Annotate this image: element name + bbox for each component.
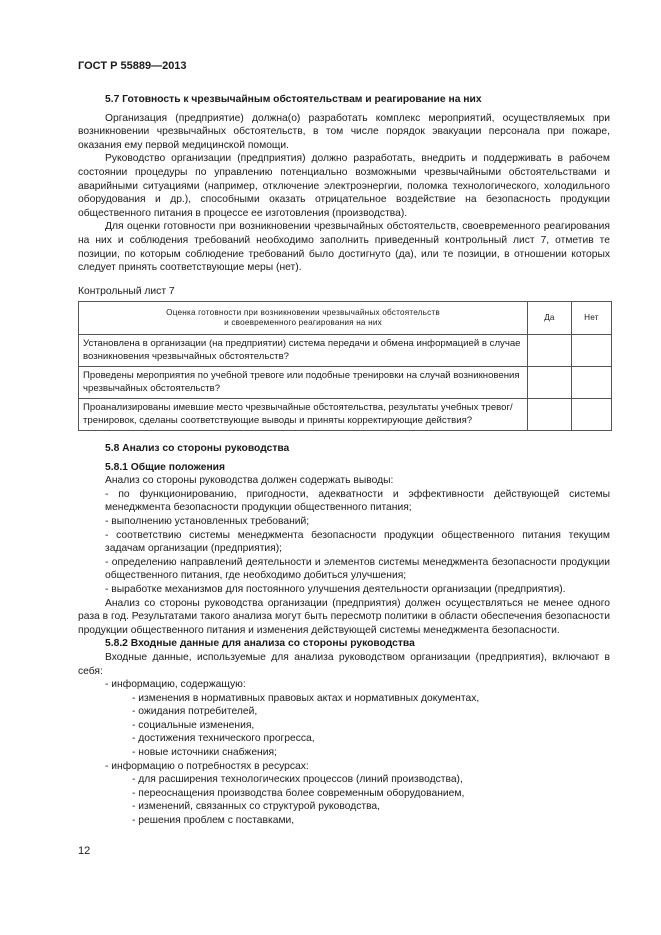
checklist-header-no: Нет <box>571 302 611 335</box>
sub-list-item: - социальные изменения, <box>132 719 255 731</box>
section-5-7 <box>78 93 610 431</box>
section-heading: 5.7 Готовность к чрезвычайным обстоятельствам и реагирование на них <box>105 94 482 105</box>
paragraph: Анализ со стороны руководства организации (предприятия) должен осуществляться не менее одного раза в год. Результатами такого анализа могут быть пересмотр политики в области обеспечения безопасности продукции общественного питания и изменения действующей системы менеджмента безопасности. <box>78 597 610 636</box>
list-item: - информацию, содержащую: <box>105 679 246 691</box>
section-heading: 5.8 Анализ со стороны руководства <box>105 443 290 454</box>
checklist-question: Установлена в организации (на предприятии) система передачи и обмена информацией в случае возникновения чрезвычайных обстоятельств? <box>79 335 528 367</box>
list-item: - определению направлений деятельности и элементов системы менеджмента безопасности продукции общественного питания, где необходимо добиться улучшения; <box>105 556 610 582</box>
checklist-caption: Контрольный лист 7 <box>78 285 175 297</box>
sub-list-item: - изменения в нормативных правовых актах и нормативных документах, <box>132 692 480 704</box>
list-item: - соответствию системы менеджмента безопасности продукции общественного питания текущим задачам организации (предприятия); <box>105 529 610 555</box>
checklist-row <box>79 399 612 431</box>
sub-list-item: - достижения технического прогресса, <box>132 733 315 745</box>
list-item: - по функционированию, пригодности, адекватности и эффективности действующей системы менеджмента безопасности продукции общественного питания; <box>105 488 610 514</box>
list-item: - выполнению установленных требований; <box>105 515 310 527</box>
checklist-header-row <box>79 302 612 335</box>
sub-list-item: - ожидания потребителей, <box>132 706 258 718</box>
paragraph: Для оценки готовности при возникновении чрезвычайных обстоятельств, своевременного реагирования на них и соблюдения требований необходимо заполнить приведенный контрольный лист 7, отметив те позиции, по которым соблюдение требований было достигнуто (да), или те позиции, в отношении которых следует принять соответствующие меры (нет). <box>78 221 610 274</box>
paragraph: Входные данные, используемые для анализа руководством организации (предприятия), включают в себя: <box>78 651 610 677</box>
checklist-row <box>79 367 612 399</box>
paragraph: Руководство организации (предприятия) должно разработать, внедрить и поддерживать в рабочем состоянии процедуры по управлению потенциально возможными чрезвычайными обстоятельствами и аварийными ситуациями (например, отключение электроэнергии, поломка технологического, холодильного оборудования и др.), способными оказать отрицательное воздействие на безопасность продукции общественного питания в процессе ее изготовления (производства). <box>78 153 610 219</box>
list-item: - выработке механизмов для постоянного улучшения деятельности организации (предприятия). <box>105 583 566 595</box>
paragraph: Анализ со стороны руководства должен содержать выводы: <box>105 475 394 487</box>
sub-list-item: - решения проблем с поставками, <box>132 815 295 827</box>
list-item: - информацию о потребностях в ресурсах: <box>105 760 309 772</box>
checklist-row <box>79 335 612 367</box>
checklist-no-cell[interactable] <box>571 367 611 399</box>
subsection-heading: 5.8.1 Общие положения <box>105 461 225 473</box>
checklist-question: Проанализированы имевшие место чрезвычайные обстоятельства, результаты учебных тревог/тренировок, сделаны соответствующие выводы и приняты корректирующие действия? <box>79 399 528 431</box>
page-number: 12 <box>78 845 91 857</box>
checklist-yes-cell[interactable] <box>528 367 572 399</box>
document-header: ГОСТ Р 55889—2013 <box>78 60 187 72</box>
paragraph: Организация (предприятие) должна(о) разработать комплекс мероприятий, осуществляемых при возникновении чрезвычайных обстоятельств, в том числе порядок эвакуации персонала при пожаре, оказания ему первой медицинской помощи. <box>78 112 610 151</box>
checklist-yes-cell[interactable] <box>528 399 572 431</box>
sub-list-item: - новые источники снабжения; <box>132 747 277 759</box>
section-5-8 <box>78 442 610 828</box>
header-line: и своевременного реагирования на них <box>224 318 382 328</box>
sub-list-item: - переоснащения производства более современным оборудованием, <box>132 787 465 799</box>
sub-list-item: - изменений, связанных со структурой руководства, <box>132 801 381 813</box>
checklist-header-yes: Да <box>528 302 572 335</box>
sub-list-item: - для расширения технологических процессов (линий производства), <box>132 774 463 786</box>
checklist-question: Проведены мероприятия по учебной тревоге или подобные тренировки на случай возникновения чрезвычайных обстоятельств? <box>79 367 528 399</box>
checklist-no-cell[interactable] <box>571 335 611 367</box>
checklist-yes-cell[interactable] <box>528 335 572 367</box>
subsection-heading: 5.8.2 Входные данные для анализа со стороны руководства <box>105 638 415 650</box>
checklist-table <box>78 301 612 431</box>
checklist-no-cell[interactable] <box>571 399 611 431</box>
header-line: Оценка готовности при возникновении чрезвычайных обстоятельств <box>166 307 440 317</box>
checklist-header-criteria <box>79 302 528 335</box>
